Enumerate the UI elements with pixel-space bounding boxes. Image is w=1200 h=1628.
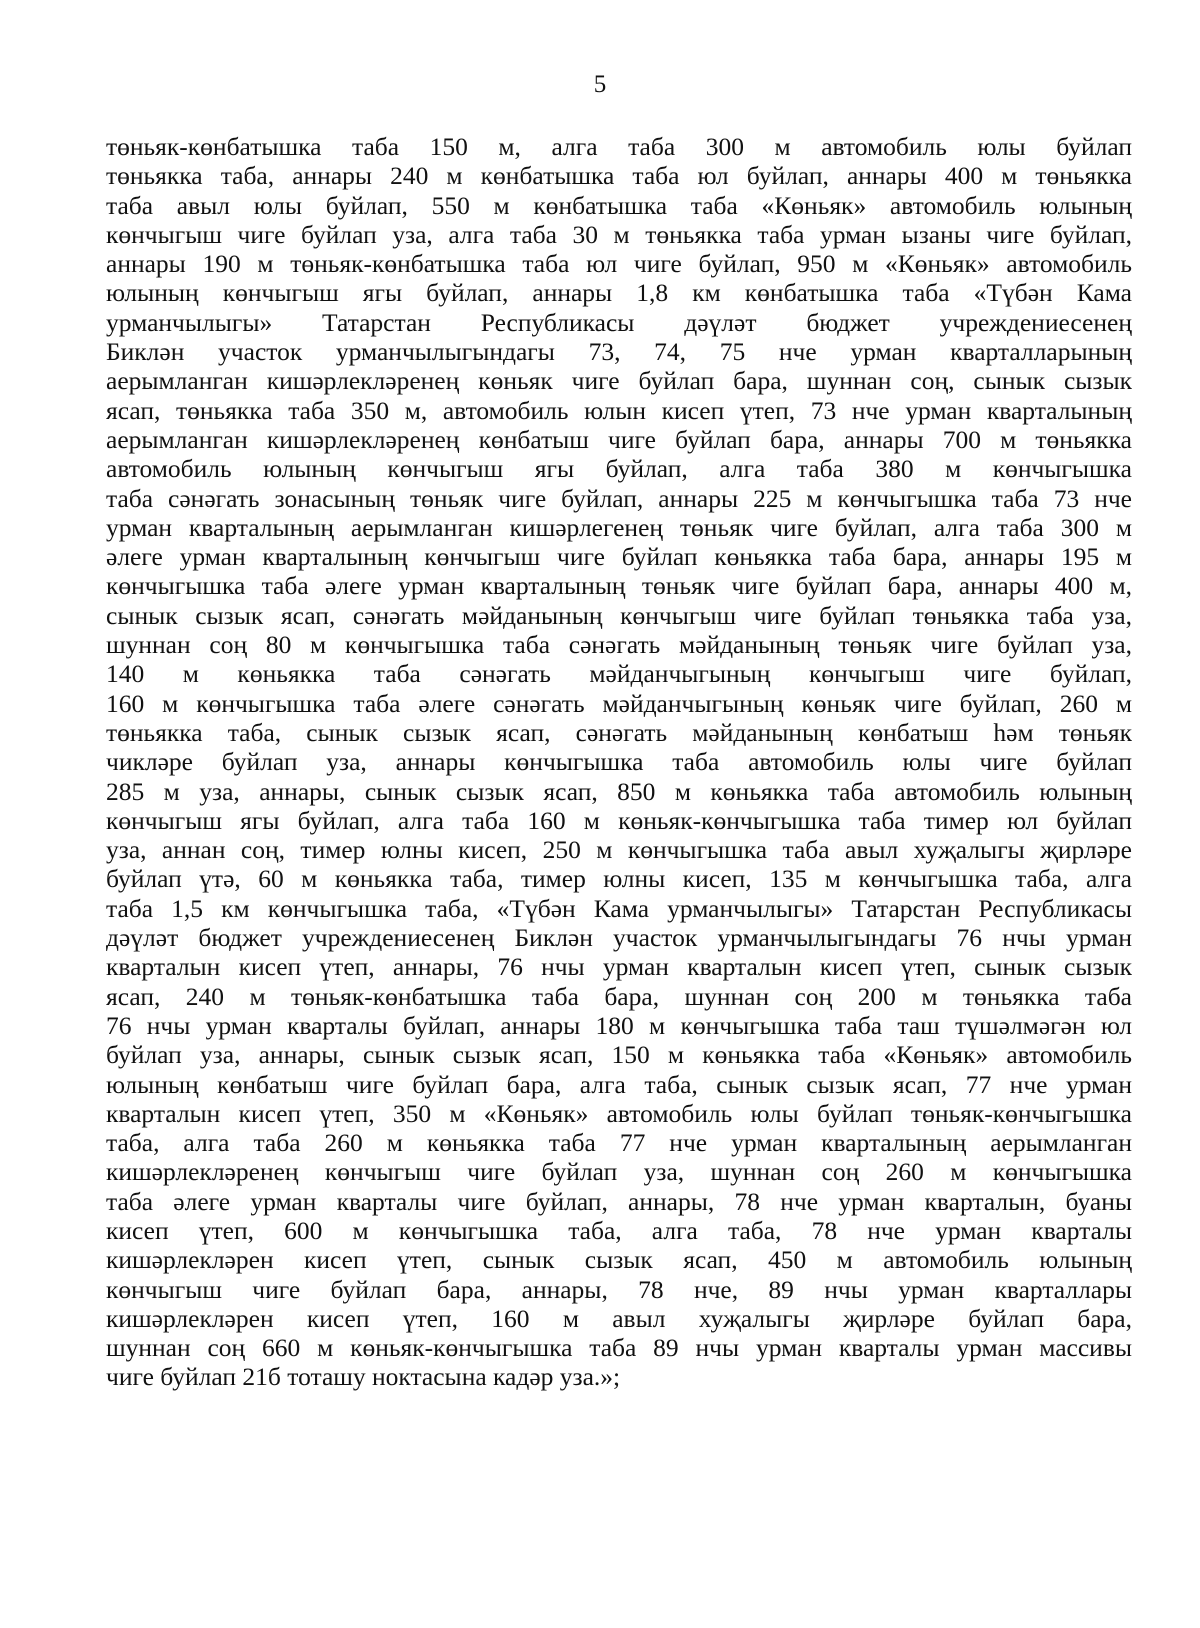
- text-line: Биклән участок урманчылыгындагы 73, 74, 75 нче урман кварталларының: [106, 337, 1132, 367]
- text-line: көнчыгышка таба әлеге урман кварталының төньяк чиге буйлап бара, аннары 400 м,: [106, 571, 1132, 601]
- text-line: аерымланган кишәрлекләренең көнбатыш чиге буйлап бара, аннары 700 м төньякка: [106, 424, 1132, 454]
- page-number: 5: [593, 71, 607, 98]
- text-line: уза, аннан соң, тимер юлны кисеп, 250 м көнчыгышка таба авыл хуҗалыгы җирләре: [106, 835, 1132, 865]
- text-line: 76 нчы урман кварталы буйлап, аннары 180 м көнчыгышка таба таш түшәлмәгән юл: [106, 1010, 1132, 1040]
- text-line: 140 м көньякка таба сәнәгать мәйданчыгының көнчыгыш чиге буйлап,: [106, 659, 1132, 689]
- text-line: әлеге урман кварталының көнчыгыш чиге буйлап көньякка таба бара, аннары 195 м: [106, 542, 1132, 572]
- text-line: таба әлеге урман кварталы чиге буйлап, аннары, 78 нче урман кварталын, буаны: [106, 1186, 1132, 1216]
- text-line: буйлап уза, аннары, сынык сызык ясап, 150 м көньякка таба «Көньяк» автомобиль: [106, 1040, 1132, 1070]
- text-line: кишәрлекләрен кисеп үтеп, 160 м авыл хуҗалыгы җирләре буйлап бара,: [106, 1303, 1132, 1333]
- text-line: таба 1,5 км көнчыгышка таба, «Түбән Кама урманчылыгы» Татарстан Республикасы: [106, 893, 1132, 923]
- text-line: ясап, төньякка таба 350 м, автомобиль юлын кисеп үтеп, 73 нче урман кварталының: [106, 395, 1132, 425]
- text-line: юлының көнчыгыш ягы буйлап, аннары 1,8 км көнбатышка таба «Түбән Кама: [106, 278, 1132, 308]
- text-line: кисеп үтеп, 600 м көнчыгышка таба, алга таба, 78 нче урман кварталы: [106, 1215, 1132, 1245]
- text-line: көнчыгыш ягы буйлап, алга таба 160 м көньяк-көнчыгышка таба тимер юл буйлап: [106, 805, 1132, 835]
- text-line: таба авыл юлы буйлап, 550 м көнбатышка таба «Көньяк» автомобиль юлының: [106, 190, 1132, 220]
- text-line: кварталын кисеп үтеп, 350 м «Көньяк» автомобиль юлы буйлап төньяк-көнчыгышка: [106, 1098, 1132, 1128]
- text-line: көнчыгыш чиге буйлап бара, аннары, 78 нче, 89 нчы урман кварталлары: [106, 1274, 1132, 1304]
- text-line: 285 м уза, аннары, сынык сызык ясап, 850 м көньякка таба автомобиль юлының: [106, 776, 1132, 806]
- text-line: аннары 190 м төньяк-көнбатышка таба юл чиге буйлап, 950 м «Көньяк» автомобиль: [106, 249, 1132, 279]
- text-line: чиге буйлап 21б тоташу ноктасына кадәр уза.»;: [106, 1362, 621, 1392]
- text-line: дәүләт бюджет учреждениесенең Биклән участок урманчылыгындагы 76 нчы урман: [106, 923, 1132, 953]
- text-line: автомобиль юлының көнчыгыш ягы буйлап, алга таба 380 м көнчыгышка: [106, 454, 1132, 484]
- text-line: шуннан соң 660 м көньяк-көнчыгышка таба 89 нчы урман кварталы урман массивы: [106, 1333, 1132, 1363]
- text-line: кишәрлекләрен кисеп үтеп, сынык сызык ясап, 450 м автомобиль юлының: [106, 1245, 1132, 1275]
- text-line: 160 м көнчыгышка таба әлеге сәнәгать мәйданчыгының көньяк чиге буйлап, 260 м: [106, 688, 1132, 718]
- text-line: кишәрлекләренең көнчыгыш чиге буйлап уза, шуннан соң 260 м көнчыгышка: [106, 1157, 1132, 1187]
- text-line: кварталын кисеп үтеп, аннары, 76 нчы урман кварталын кисеп үтеп, сынык сызык: [106, 952, 1132, 982]
- text-line: чикләре буйлап уза, аннары көнчыгышка таба автомобиль юлы чиге буйлап: [106, 747, 1132, 777]
- body-paragraph: [106, 132, 1132, 1392]
- text-line: таба, алга таба 260 м көньякка таба 77 нче урман кварталының аерымланган: [106, 1128, 1132, 1158]
- text-line: сынык сызык ясап, сәнәгать мәйданының көнчыгыш чиге буйлап төньякка таба уза,: [106, 600, 1132, 630]
- text-line: көнчыгыш чиге буйлап уза, алга таба 30 м төньякка таба урман ызаны чиге буйлап,: [106, 219, 1132, 249]
- text-line: аерымланган кишәрлекләренең көньяк чиге буйлап бара, шуннан соң, сынык сызык: [106, 366, 1132, 396]
- text-line: урман кварталының аерымланган кишәрлегенең төньяк чиге буйлап, алга таба 300 м: [106, 512, 1132, 542]
- text-line: шуннан соң 80 м көнчыгышка таба сәнәгать мәйданының төньяк чиге буйлап уза,: [106, 630, 1132, 660]
- text-line: урманчылыгы» Татарстан Республикасы дәүләт бюджет учреждениесенең: [106, 307, 1132, 337]
- text-line: буйлап үтә, 60 м көньякка таба, тимер юлны кисеп, 135 м көнчыгышка таба, алга: [106, 864, 1132, 894]
- text-line: таба сәнәгать зонасының төньяк чиге буйлап, аннары 225 м көнчыгышка таба 73 нче: [106, 483, 1132, 513]
- text-line: юлының көнбатыш чиге буйлап бара, алга таба, сынык сызык ясап, 77 нче урман: [106, 1069, 1132, 1099]
- text-line: төньяк-көнбатышка таба 150 м, алга таба 300 м автомобиль юлы буйлап: [106, 132, 1132, 161]
- text-line: төньякка таба, аннары 240 м көнбатышка таба юл буйлап, аннары 400 м төньякка: [106, 161, 1132, 191]
- text-line: төньякка таба, сынык сызык ясап, сәнәгать мәйданының көнбатыш һәм төньяк: [106, 717, 1132, 747]
- text-line: ясап, 240 м төньяк-көнбатышка таба бара, шуннан соң 200 м төньякка таба: [106, 981, 1132, 1011]
